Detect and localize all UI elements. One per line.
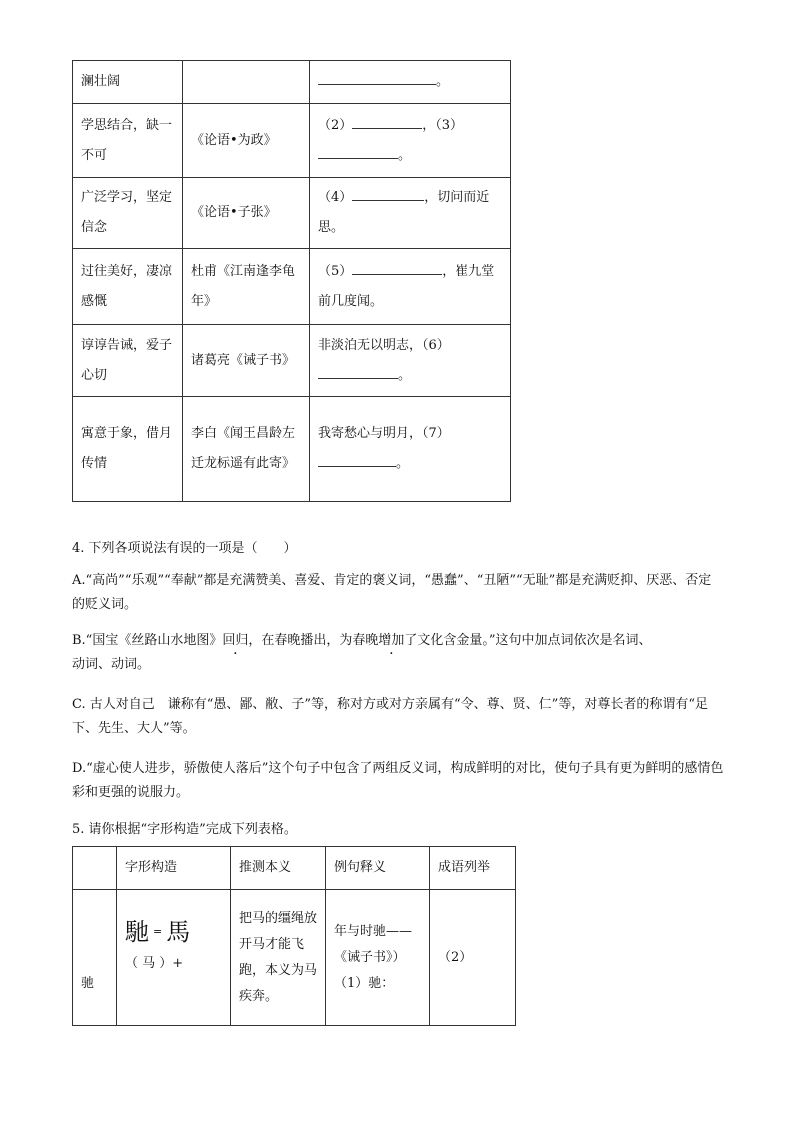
header-cell: 例句释义 xyxy=(326,847,430,890)
source-cell: 《论语•为政》 xyxy=(183,104,310,178)
table-row xyxy=(73,104,511,178)
seal-char-left: 馳 xyxy=(125,918,149,946)
answer-cell: （4） ，切问而近思。 xyxy=(310,178,511,249)
answer-cell: 我寄愁心与明月，（7） 。 xyxy=(310,397,511,502)
table-row xyxy=(73,61,511,104)
theme-cell: 谆谆告诫，爱子心切 xyxy=(73,325,183,397)
q4-option-a: A.“高尚”“乐观”“奉献”都是充满赞美、喜爱、肯定的褒义词，“愚蠢”、“丑陋”“无耻”都是充满贬抑、厌恶、否定的贬义词。 xyxy=(72,573,712,612)
theme-cell: 过往美好，凄凉感慨 xyxy=(73,249,183,325)
table-header-row xyxy=(73,847,516,890)
dotted-word: 回归 xyxy=(222,633,249,648)
theme-cell: 广泛学习，坚定信念 xyxy=(73,178,183,249)
answer-blank-7[interactable] xyxy=(318,452,396,467)
answer-blank-3[interactable] xyxy=(318,144,398,159)
table-row xyxy=(73,397,511,502)
seal-script-figure: 馳 = 馬 xyxy=(125,918,191,946)
table-row xyxy=(73,890,516,1026)
q5-stem: 5. 请你根据“字形构造”完成下列表格。 xyxy=(72,822,297,837)
header-cell: 字形构造 xyxy=(117,847,231,890)
answer-blank-6[interactable] xyxy=(318,364,398,379)
poetry-table xyxy=(72,60,511,502)
dotted-word: 增加 xyxy=(378,633,405,648)
answer-blank-4[interactable] xyxy=(352,186,424,201)
theme-cell: 学思结合，缺一不可 xyxy=(73,104,183,178)
answer-cell: 。 xyxy=(310,61,511,104)
idiom-cell: （2） xyxy=(430,890,516,1026)
theme-cell: 寓意于象，借月传情 xyxy=(73,397,183,502)
q4-option-b: B.“国宝《丝路山水地图》回归，在春晚播出，为春晚增加了文化含金量。”这句中加点词依次是名词、 动词、动词。 xyxy=(72,633,652,672)
seal-char-right: 馬 xyxy=(166,918,191,946)
source-cell: 杜甫《江南逢李龟年》 xyxy=(183,249,310,325)
source-cell xyxy=(183,61,310,104)
answer-cell: （5） ，崔九堂前几度闻。 xyxy=(310,249,511,325)
theme-cell: 澜壮阔 xyxy=(73,61,183,104)
structure-note: （ 马 ）+ xyxy=(125,956,184,971)
q4-option-d: D.“虚心使人进步，骄傲使人落后”这个句子中包含了两组反义词，构成鲜明的对比，使句子具有更为鲜明的感情色彩和更强的说服力。 xyxy=(72,761,724,800)
character-table xyxy=(72,846,516,1026)
meaning-cell: 把马的缰绳放开马才能飞跑，本义为马疾奔。 xyxy=(231,890,326,1026)
answer-cell: 非淡泊无以明志，（6） 。 xyxy=(310,325,511,397)
answer-blank[interactable] xyxy=(318,70,436,85)
source-cell: 李白《闻王昌龄左迁龙标遥有此寄》 xyxy=(183,397,310,502)
answer-blank-5[interactable] xyxy=(352,260,442,275)
table-row xyxy=(73,325,511,397)
answer-cell: （2） ，（3） 。 xyxy=(310,104,511,178)
source-cell: 诸葛亮《诫子书》 xyxy=(183,325,310,397)
q4-stem: 4. 下列各项说法有误的一项是（ ） xyxy=(72,541,297,556)
structure-cell xyxy=(117,890,231,1026)
header-cell: 成语列举 xyxy=(430,847,516,890)
example-cell: 年与时驰——《诫子书》）（1）驰： xyxy=(326,890,430,1026)
table-row xyxy=(73,178,511,249)
source-cell: 《论语•子张》 xyxy=(183,178,310,249)
answer-blank-2[interactable] xyxy=(352,114,422,129)
header-cell xyxy=(73,847,117,890)
header-cell: 推测本义 xyxy=(231,847,326,890)
character-cell: 驰 xyxy=(73,890,117,1026)
q4-option-c: C. 古人对自己 谦称有“愚、鄙、敝、子”等，称对方或对方亲属有“令、尊、贤、仁”等，对尊长者的称谓有“足下、先生、大人”等。 xyxy=(72,697,708,736)
table-row xyxy=(73,249,511,325)
